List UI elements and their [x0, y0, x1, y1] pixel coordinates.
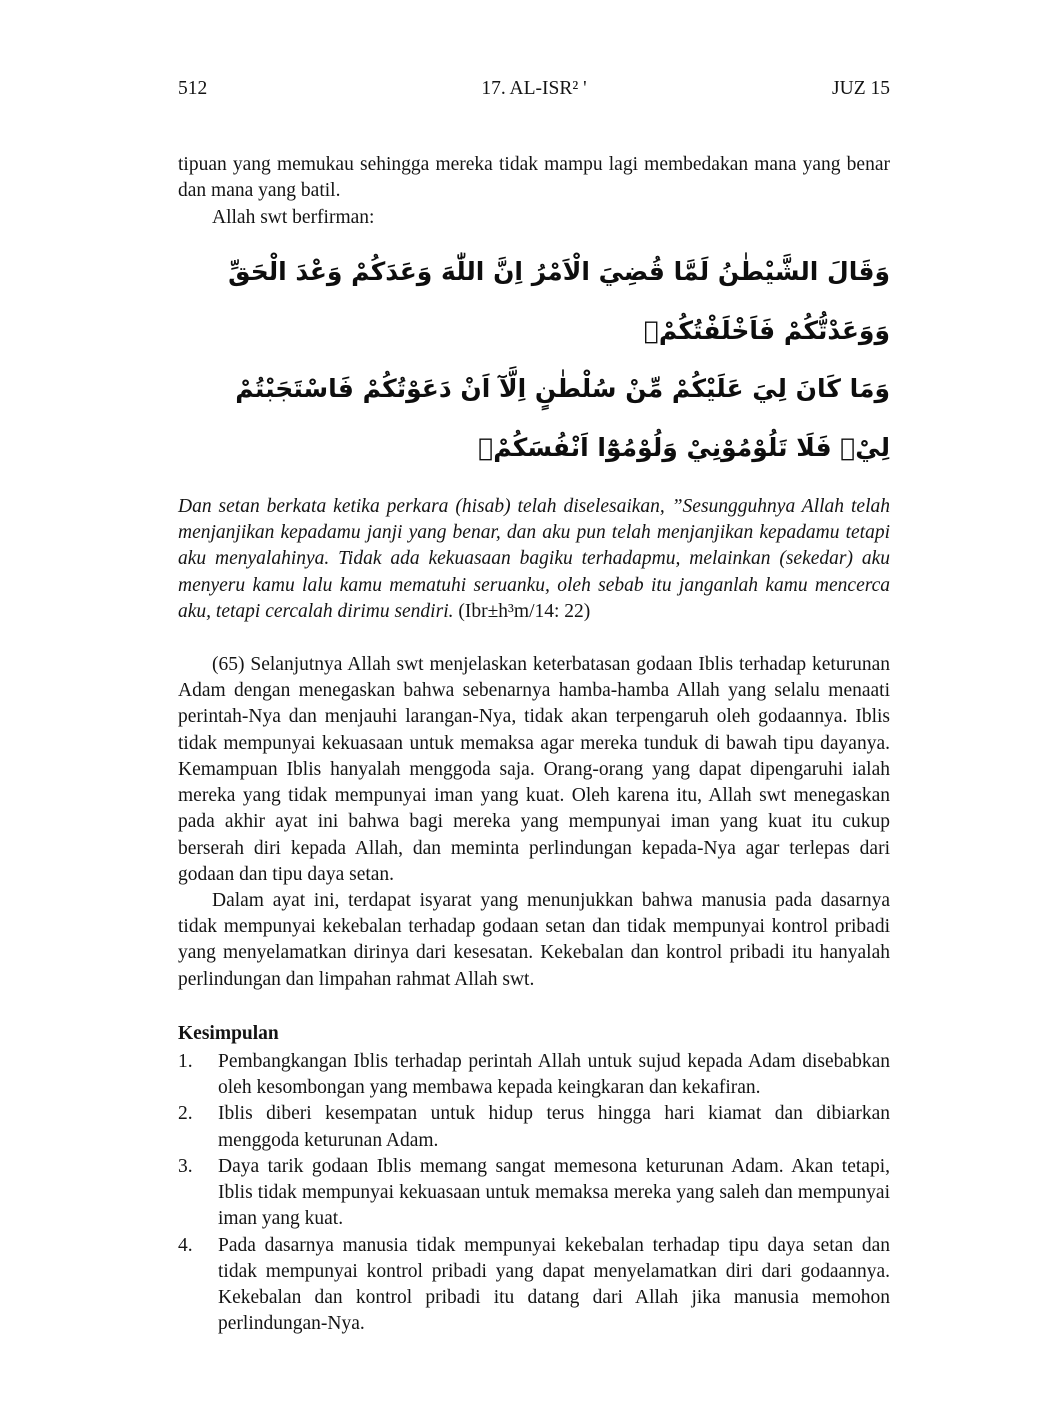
list-item-number: 1. — [178, 1051, 193, 1073]
list-item-text: Daya tarik godaan Iblis memang sangat memesona keturunan Adam. Akan tetapi, Iblis tidak mempunyai kekuasaan untuk memaksa mereka yang saleh dan mempunyai iman yang kuat. — [218, 1155, 890, 1230]
page-header — [178, 76, 890, 102]
list-item — [178, 1101, 890, 1153]
verse-reference: (Ibr±h³m/14: 22) — [458, 600, 591, 622]
list-item — [178, 1049, 890, 1101]
arabic-verse-line-2: وَمَا كَانَ لِيَ عَلَيْكُمْ مِّنْ سُلْطٰنٍ اِلَّآ اَنْ دَعَوْتُكُمْ فَاسْتَجَبْتُمْ لِيْۚ فَلَا تَلُوْمُوْنِيْ وَلُوْمُوْٓا اَنْفُسَكُمْۗ — [235, 374, 890, 463]
arabic-verse-line-1: وَقَالَ الشَّيْطٰنُ لَمَّا قُضِيَ الْاَمْرُ اِنَّ اللّٰهَ وَعَدَكُمْ وَعْدَ الْحَقِّ وَوَعَدْتُّكُمْ فَاَخْلَفْتُكُمْۗ — [228, 256, 890, 345]
firman-intro: Allah swt berfirman: — [212, 206, 375, 228]
list-item-text: Pada dasarnya manusia tidak mempunyai kekebalan terhadap tipu daya setan dan tidak mempunyai kontrol pribadi yang dapat menyelamatkan diri dari godaannya. Kekebalan dan kontrol pribadi itu datang dari Allah jika manusia memohon perlindungan-Nya. — [218, 1234, 890, 1335]
list-item-number: 4. — [178, 1234, 193, 1256]
list-item-text: Pembangkangan Iblis terhadap perintah Allah untuk sujud kepada Adam disebabkan oleh kesombongan yang membawa kepada keingkaran dan kekafiran. — [218, 1051, 890, 1099]
chapter-title: 17. AL-ISR² ' — [481, 78, 587, 99]
continuation-paragraph: tipuan yang memukau sehingga mereka tidak mampu lagi membedakan mana yang benar dan mana yang batil. — [178, 154, 890, 202]
page-body — [178, 152, 890, 1337]
list-item — [178, 1154, 890, 1233]
paragraph-65: (65) Selanjutnya Allah swt menjelaskan keterbatasan godaan Iblis terhadap keturunan Adam dengan menegaskan bahwa sebenarnya hamba-hamba Allah yang selalu menaati perintah-Nya dan menjauhi larangan-Nya, tidak akan terpengaruh oleh godaannya. Iblis tidak mempunyai kekuasaan untuk memaksa agar mereka tunduk di bawah tipu dayanya. Kemampuan Iblis hanyalah menggoda saja. Orang-orang yang dapat dipengaruhi ialah mereka yang tidak mempunyai iman yang kuat. Oleh karena itu, Allah swt menegaskan pada akhir ayat ini bahwa bagi mereka yang mempunyai iman yang kuat itu cukup berserah diri kepada Allah, dan meminta perlindungan kepada-Nya agar terlepas dari godaan dan tipu daya setan. — [178, 653, 890, 885]
kesimpulan-heading: Kesimpulan — [178, 1022, 279, 1044]
juz-label: JUZ 15 — [832, 78, 890, 99]
list-item-number: 3. — [178, 1155, 193, 1177]
page-number: 512 — [178, 78, 208, 99]
list-item-number: 2. — [178, 1103, 193, 1125]
paragraph-dalam-ayat: Dalam ayat ini, terdapat isyarat yang menunjukkan bahwa manusia pada dasarnya tidak mempunyai kekebalan terhadap godaan setan dan tidak mempunyai kontrol pribadi yang menyelamatkan dirinya dari kesesatan. Kekebalan dan kontrol pribadi itu hanyalah perlindungan dan limpahan rahmat Allah swt. — [178, 889, 890, 990]
verse-translation-text: Dan setan berkata ketika perkara (hisab) telah diselesaikan, ”Sesungguhnya Allah telah menjanjikan kepadamu janji yang benar, dan aku pun telah menjanjikan kepadamu tetapi aku menyalahinya. Tidak ada kekuasaan bagiku terhadapmu, melainkan (sekedar) aku menyeru kamu lalu kamu mematuhi seruanku, oleh sebab itu janganlah kamu mencerca aku, tetapi cercalah dirimu sendiri. — [178, 495, 890, 622]
list-item — [178, 1233, 890, 1338]
arabic-verse — [178, 243, 890, 478]
kesimpulan-list — [178, 1049, 890, 1337]
list-item-text: Iblis diberi kesempatan untuk hidup terus hingga hari kiamat dan dibiarkan menggoda keturunan Adam. — [218, 1103, 890, 1151]
verse-translation — [178, 494, 890, 625]
